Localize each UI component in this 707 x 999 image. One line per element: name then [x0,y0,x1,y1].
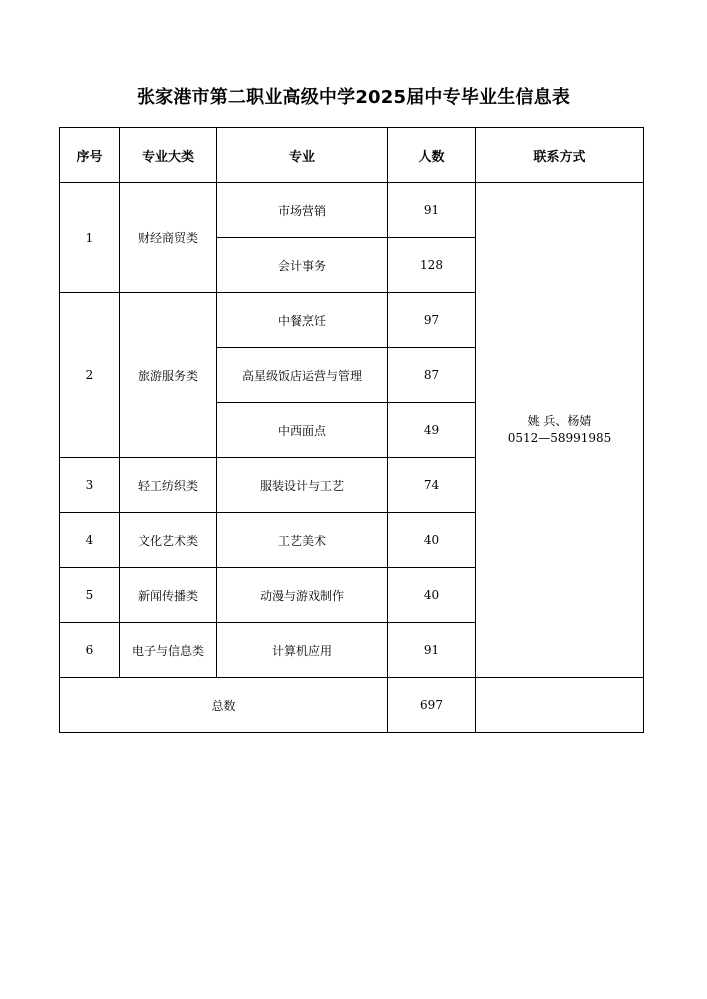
header-count: 人数 [388,128,476,183]
contact-cell [476,183,644,678]
total-contact-cell [476,678,644,733]
page-title: 张家港市第二职业高级中学2025届中专毕业生信息表 [136,87,571,108]
major-cell: 计算机应用 [217,623,388,678]
graduate-info-table [59,127,644,733]
group-index-cell: 2 [60,293,120,458]
group-index-cell: 5 [60,568,120,623]
group-index-cell: 1 [60,183,120,293]
major-cell: 高星级饭店运营与管理 [217,348,388,403]
group-category-cell: 旅游服务类 [120,293,217,458]
contact-names: 姚 兵、杨婧 [527,414,592,428]
header-major: 专业 [217,128,388,183]
header-contact: 联系方式 [476,128,644,183]
major-cell: 市场营销 [217,183,388,238]
group-category-cell: 轻工纺织类 [120,458,217,513]
count-cell: 74 [388,458,476,513]
count-cell: 40 [388,568,476,623]
group-index-cell: 6 [60,623,120,678]
major-cell: 服装设计与工艺 [217,458,388,513]
major-cell: 工艺美术 [217,513,388,568]
total-label-cell: 总数 [60,678,388,733]
header-index: 序号 [60,128,120,183]
count-cell: 91 [388,183,476,238]
major-cell: 会计事务 [217,238,388,293]
total-row [60,678,644,733]
major-cell: 中餐烹饪 [217,293,388,348]
count-cell: 97 [388,293,476,348]
count-cell: 49 [388,403,476,458]
group-category-cell: 电子与信息类 [120,623,217,678]
group-category-cell: 新闻传播类 [120,568,217,623]
major-cell: 中西面点 [217,403,388,458]
count-cell: 87 [388,348,476,403]
group-category-cell: 财经商贸类 [120,183,217,293]
group-index-cell: 4 [60,513,120,568]
header-row [60,128,644,183]
total-count-cell: 697 [388,678,476,733]
major-cell: 动漫与游戏制作 [217,568,388,623]
group-category-cell: 文化艺术类 [120,513,217,568]
count-cell: 91 [388,623,476,678]
header-category: 专业大类 [120,128,217,183]
group-index-cell: 3 [60,458,120,513]
count-cell: 128 [388,238,476,293]
table-row [60,183,644,238]
contact-phone: 0512—58991985 [507,431,612,445]
count-cell: 40 [388,513,476,568]
